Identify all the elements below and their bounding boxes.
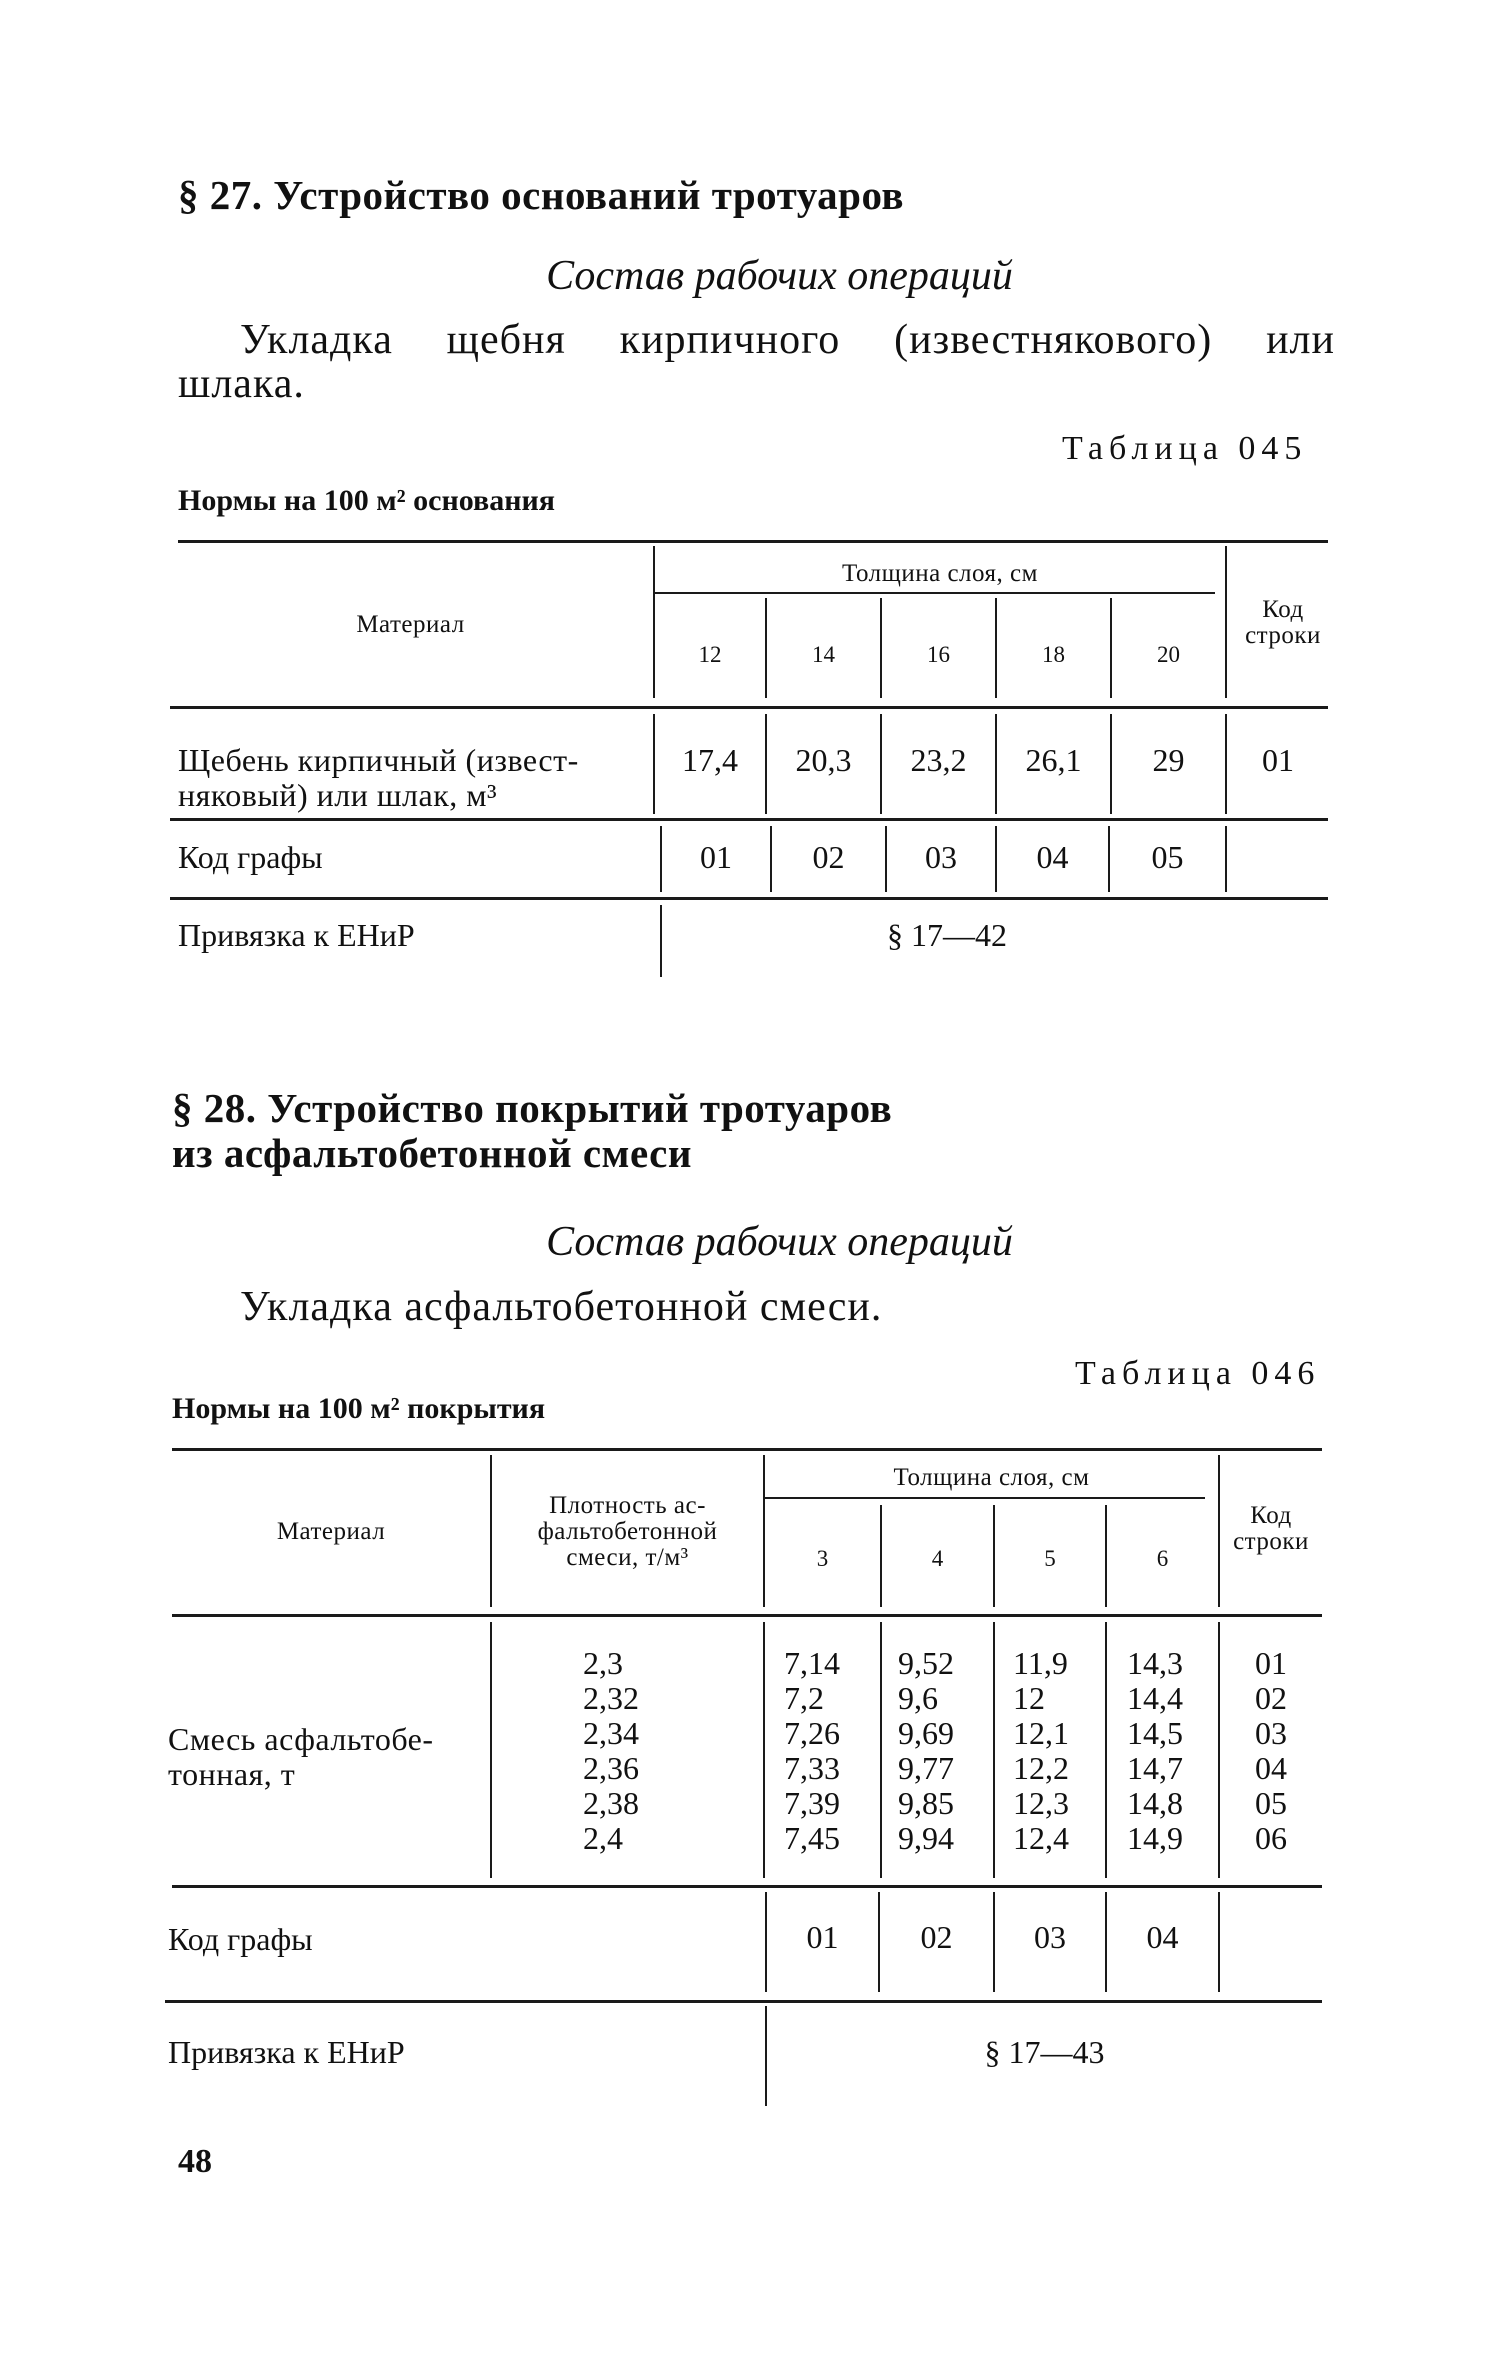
value-cell: 14,3 <box>1127 1645 1183 1681</box>
value-cell: 7,45 <box>784 1820 840 1856</box>
table-046-row-material-1: Смесь асфальтобе- <box>168 1721 434 1757</box>
table-046-graph-code-label: Код графы <box>168 1921 313 1957</box>
table-045-row-material-2: няковый) или шлак, м³ <box>178 777 498 813</box>
density-value: 2,38 <box>583 1785 639 1821</box>
table-046-col-3 <box>784 1646 840 1856</box>
value-cell: 7,33 <box>784 1750 840 1786</box>
value-cell: 14,5 <box>1127 1715 1183 1751</box>
value-cell: 9,52 <box>898 1645 954 1681</box>
value-cell: 12 <box>1013 1680 1045 1716</box>
table-046-thickness-3: 3 <box>816 1546 829 1571</box>
table-046-thickness-6: 6 <box>1156 1546 1169 1571</box>
table-046-header-thickness: Толщина слоя, см <box>893 1464 1090 1491</box>
table-045-value-14: 20,3 <box>795 742 852 778</box>
table-045-value-18: 26,1 <box>1025 742 1082 778</box>
value-cell: 12,4 <box>1013 1820 1069 1856</box>
table-046-codes <box>1255 1646 1287 1856</box>
row-code: 02 <box>1255 1680 1287 1716</box>
value-cell: 14,4 <box>1127 1680 1183 1716</box>
section-27-operations-title: Состав рабочих операций <box>546 253 1013 299</box>
density-value: 2,32 <box>583 1680 639 1716</box>
table-046-graph-code-03: 03 <box>1034 1919 1066 1955</box>
value-cell: 11,9 <box>1013 1645 1068 1681</box>
value-cell: 14,9 <box>1127 1820 1183 1856</box>
value-cell: 9,77 <box>898 1750 954 1786</box>
value-cell: 12,3 <box>1013 1785 1069 1821</box>
density-value: 2,36 <box>583 1750 639 1786</box>
table-046-graph-code-01: 01 <box>806 1919 839 1955</box>
table-046-header-code-2: строки <box>1233 1528 1309 1555</box>
table-045-value-12: 17,4 <box>682 742 738 778</box>
table-045-graph-code-04: 04 <box>1036 839 1069 875</box>
density-value: 2,4 <box>583 1820 623 1856</box>
table-045-thickness-16: 16 <box>927 642 950 667</box>
table-045-thickness-20: 20 <box>1157 642 1180 667</box>
table-045-label: Таблица 045 <box>1062 430 1308 467</box>
table-045-row-code: 01 <box>1262 742 1294 778</box>
table-046-header-density-1: Плотность ас- <box>549 1492 706 1519</box>
section-28-operations-line1: Укладка асфальтобетонной смеси. <box>240 1284 883 1330</box>
page-number: 48 <box>178 2143 212 2180</box>
value-cell: 9,94 <box>898 1820 954 1856</box>
table-045-header-code-1: Код <box>1262 596 1304 623</box>
table-046-graph-code-04: 04 <box>1146 1919 1179 1955</box>
table-046-col-5 <box>1013 1646 1069 1856</box>
table-046-label: Таблица 046 <box>1075 1355 1321 1392</box>
value-cell: 9,69 <box>898 1715 954 1751</box>
table-045-value-16: 23,2 <box>910 742 967 778</box>
table-046-thickness-4: 4 <box>931 1546 944 1571</box>
table-045-thickness-14: 14 <box>812 642 835 667</box>
value-cell: 7,39 <box>784 1785 840 1821</box>
density-value: 2,3 <box>583 1645 623 1681</box>
row-code: 01 <box>1255 1645 1287 1681</box>
density-value: 2,34 <box>583 1715 639 1751</box>
value-cell: 14,7 <box>1127 1750 1183 1786</box>
table-045-graph-code-label: Код графы <box>178 839 323 875</box>
value-cell: 7,14 <box>784 1645 840 1681</box>
table-045-row-material-1: Щебень кирпичный (извест- <box>178 742 579 778</box>
table-045-graph-code-03: 03 <box>925 839 957 875</box>
row-code: 06 <box>1255 1820 1287 1856</box>
table-046-col-6 <box>1127 1646 1183 1856</box>
table-045-header-code-2: строки <box>1245 622 1321 649</box>
value-cell: 12,1 <box>1013 1715 1069 1751</box>
row-code: 03 <box>1255 1715 1287 1751</box>
value-cell: 9,85 <box>898 1785 954 1821</box>
value-cell: 14,8 <box>1127 1785 1183 1821</box>
value-cell: 7,2 <box>784 1680 824 1716</box>
table-046-header-density-2: фальтобетонной <box>537 1518 718 1545</box>
row-code: 05 <box>1255 1785 1287 1821</box>
table-046-thickness-5: 5 <box>1044 1546 1056 1571</box>
section-27-operations-line2: шлака. <box>178 361 305 407</box>
table-046-density-column <box>583 1646 639 1856</box>
row-code: 04 <box>1255 1750 1287 1786</box>
table-046-col-4 <box>898 1646 954 1856</box>
section-27-heading: § 27. Устройство оснований тротуаров <box>178 172 905 218</box>
table-046-header-code-1: Код <box>1250 1502 1292 1529</box>
table-045-graph-code-02: 02 <box>812 839 845 875</box>
table-046-norms: Нормы на 100 м² покрытия <box>172 1392 546 1425</box>
value-cell: 7,26 <box>784 1715 840 1751</box>
section-27-operations-line1: Укладка щебня кирпичного (известнякового) или <box>240 317 1335 363</box>
table-045-enir-value: § 17—42 <box>887 917 1007 953</box>
table-045-value-20: 29 <box>1152 742 1185 778</box>
table-045-thickness-12: 12 <box>698 642 722 667</box>
table-045-thickness-18: 18 <box>1042 642 1065 667</box>
table-045-header-thickness: Толщина слоя, см <box>842 560 1038 587</box>
table-046-header-density-3: смеси, т/м³ <box>566 1544 689 1571</box>
table-045-graph-code-01: 01 <box>700 839 732 875</box>
section-28-heading-line1: § 28. Устройство покрытий тротуаров <box>172 1085 893 1131</box>
table-046-header-material: Материал <box>276 1518 386 1545</box>
table-045-norms: Нормы на 100 м² основания <box>178 484 555 517</box>
table-046-enir-value: § 17—43 <box>984 2034 1105 2070</box>
value-cell: 12,2 <box>1013 1750 1069 1786</box>
table-045-graph-code-05: 05 <box>1151 839 1184 875</box>
section-28-operations-title: Состав рабочих операций <box>546 1219 1013 1265</box>
section-28-heading-line2: из асфальтобетонной смеси <box>172 1130 692 1176</box>
table-045-enir-label: Привязка к ЕНиР <box>178 917 415 953</box>
table-046-enir-label: Привязка к ЕНиР <box>168 2034 405 2070</box>
table-045-header-material: Материал <box>356 611 465 638</box>
table-046-graph-code-02: 02 <box>920 1919 953 1955</box>
value-cell: 9,6 <box>898 1680 938 1716</box>
table-046-row-material-2: тонная, т <box>168 1756 296 1792</box>
